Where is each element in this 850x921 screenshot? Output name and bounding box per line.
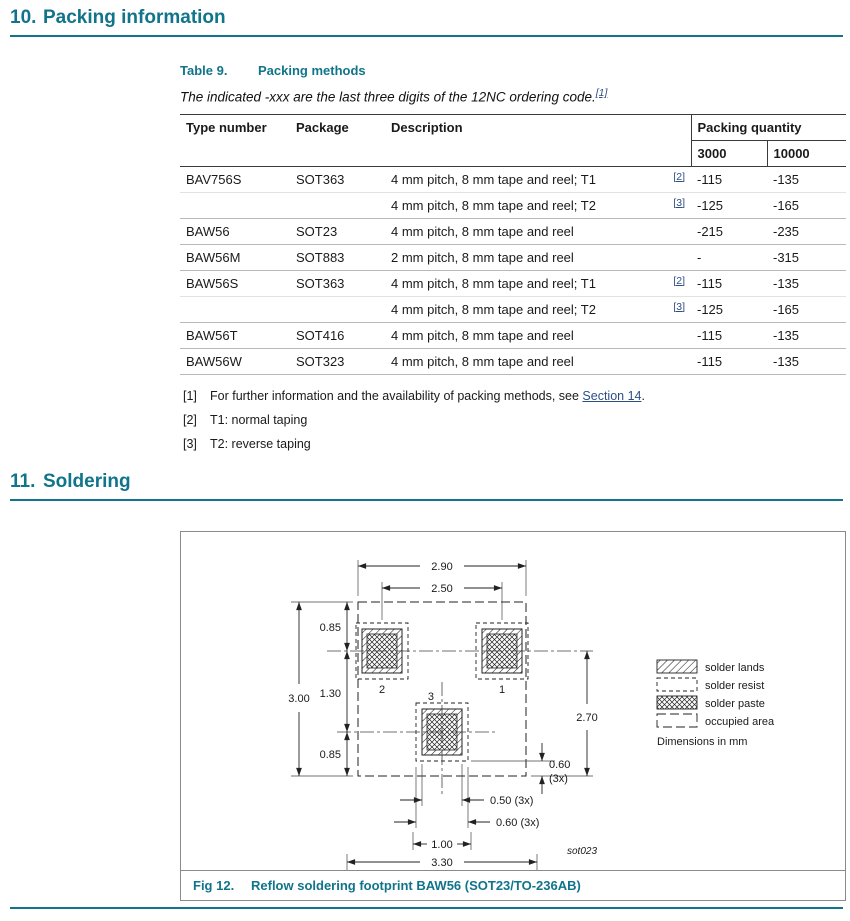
legend-solder-lands-swatch — [657, 660, 697, 673]
section-10-title: Packing information — [43, 7, 226, 28]
table-row — [180, 192, 846, 218]
cell-qty-3000: -115 — [697, 171, 723, 187]
footnote-marker: [1] — [183, 388, 197, 403]
cell-package: SOT23 — [290, 218, 385, 244]
legend-dimensions-note: Dimensions in mm — [657, 735, 748, 748]
footnote-text-wrap — [210, 389, 645, 404]
footnotes — [183, 389, 846, 452]
description-text: 4 mm pitch, 8 mm tape and reel — [391, 353, 574, 369]
footprint-svg — [187, 532, 837, 870]
cell-qty-10000: -165 — [767, 296, 846, 322]
section-10-heading — [0, 6, 850, 30]
footnote-text: T2: reverse taping — [210, 436, 311, 451]
cell-qty-10000: -135 — [767, 348, 846, 374]
page-bottom-rule — [10, 907, 843, 909]
cell-qty-10000: -135 — [767, 270, 846, 296]
figure-12 — [180, 531, 846, 901]
footprint-drawing — [181, 532, 845, 870]
cell-qty-10000: -135 — [773, 171, 800, 187]
col-header-3000: 3000 — [691, 140, 767, 166]
cell-type-number: BAW56S — [180, 270, 290, 296]
dim-0-60-3x-line2: (3x) — [549, 772, 568, 785]
cell-qty-10000: -315 — [767, 244, 846, 270]
packing-content — [180, 63, 846, 452]
cell-package — [290, 296, 385, 322]
table-row — [180, 218, 846, 244]
cell-description — [385, 296, 691, 322]
table-9-label: Table 9. — [180, 63, 228, 78]
cell-type-number: BAW56 — [180, 218, 290, 244]
footnote-ref-link[interactable]: [2] — [673, 274, 685, 287]
cell-qty-10000: -135 — [767, 322, 846, 348]
col-header-package: Package — [290, 114, 385, 166]
dim-0-85-top: 0.85 — [319, 621, 341, 634]
col-header-type-number: Type number — [180, 114, 290, 166]
table-header — [180, 114, 846, 166]
cell-description — [385, 322, 691, 348]
footnote-ref-link[interactable]: [3] — [673, 196, 685, 209]
legend-occupied-area-label: occupied area — [705, 715, 775, 728]
description-text: 4 mm pitch, 8 mm tape and reel; T2 — [391, 301, 596, 317]
drawing-id: sot023 — [567, 845, 598, 857]
dim-0-85-bottom: 0.85 — [319, 748, 341, 761]
cell-package: SOT883 — [290, 244, 385, 270]
table-9-title: Packing methods — [258, 63, 366, 78]
legend — [657, 660, 775, 748]
dim-2-70: 2.70 — [576, 711, 598, 724]
dim-0-50-3x: 0.50 (3x) — [490, 794, 534, 807]
pad2-number: 2 — [378, 683, 386, 696]
description-text: 4 mm pitch, 8 mm tape and reel; T1 — [391, 171, 596, 187]
legend-solder-paste-label: solder paste — [705, 697, 765, 710]
cell-type-number: BAW56T — [180, 322, 290, 348]
section-11-heading — [0, 470, 850, 494]
cell-type-number: BAW56M — [180, 244, 290, 270]
dim-0-60-3x-line1: 0.60 — [549, 758, 571, 771]
cell-qty-3000: -115 — [691, 322, 767, 348]
table-row — [180, 270, 846, 296]
footnote-suffix: . — [641, 388, 645, 403]
cell-description — [385, 192, 691, 218]
cell-qty-3000: -125 — [691, 296, 767, 322]
cell-package: SOT363 — [296, 171, 345, 187]
col-header-10000: 10000 — [767, 140, 846, 166]
cell-type-number — [180, 192, 290, 218]
cell-package: SOT416 — [290, 322, 385, 348]
table-intro — [180, 87, 846, 105]
dim-0-60b-3x: 0.60 (3x) — [496, 816, 540, 829]
cell-description — [385, 244, 691, 270]
footnote-marker: [3] — [183, 436, 197, 451]
description-text: 4 mm pitch, 8 mm tape and reel; T2 — [391, 197, 596, 213]
footnote-text: For further information and the availability of packing methods, see — [210, 388, 583, 403]
footnote-ref-link[interactable]: [3] — [673, 300, 685, 313]
section-divider-rule — [10, 35, 843, 37]
cell-package: SOT363 — [290, 270, 385, 296]
cell-qty-3000: - — [691, 244, 767, 270]
table-row — [180, 296, 846, 322]
figure-caption — [181, 870, 845, 900]
section-14-link[interactable]: Section 14 — [582, 388, 642, 403]
legend-occupied-area-swatch — [657, 714, 697, 727]
section-11-title: Soldering — [43, 470, 131, 492]
footnote-ref-link[interactable]: [2] — [673, 170, 685, 183]
cell-description — [385, 348, 691, 374]
cell-qty-3000: -115 — [691, 270, 767, 296]
section-11-number: 11. — [10, 470, 36, 492]
cell-type-number — [180, 296, 290, 322]
pad3-number: 3 — [427, 690, 434, 703]
figure-caption-label: Fig 12. — [193, 877, 235, 893]
dim-3-00: 3.00 — [288, 692, 310, 705]
footnote-marker: [2] — [183, 412, 197, 427]
dim-3-30: 3.30 — [431, 856, 453, 869]
cell-package — [290, 192, 385, 218]
description-text: 4 mm pitch, 8 mm tape and reel — [391, 223, 574, 239]
cell-qty-10000: -235 — [767, 218, 846, 244]
pad1-number: 1 — [498, 683, 506, 696]
footnote-2 — [183, 413, 846, 428]
table-row — [180, 166, 846, 192]
description-text: 4 mm pitch, 8 mm tape and reel; T1 — [391, 275, 596, 291]
table-row — [180, 244, 846, 270]
cell-qty-3000: -125 — [691, 192, 767, 218]
legend-solder-lands-label: solder lands — [705, 661, 765, 674]
legend-solder-resist-label: solder resist — [705, 679, 765, 692]
dim-1-00: 1.00 — [431, 838, 453, 851]
table-row — [180, 348, 846, 374]
table-intro-text: The indicated -xxx are the last three digits of the 12NC ordering code. — [180, 89, 596, 105]
table-9-caption — [180, 63, 846, 78]
figure-caption-text: Reflow soldering footprint BAW56 (SOT23/TO-236AB) — [251, 877, 581, 893]
cell-qty-3000: -215 — [691, 218, 767, 244]
packing-methods-table — [180, 114, 846, 375]
dim-2-50: 2.50 — [431, 582, 453, 595]
intro-footnote-ref-link[interactable]: [1] — [595, 87, 608, 99]
cell-description — [385, 166, 691, 192]
footnote-3 — [183, 437, 846, 452]
cell-qty-3000: -115 — [691, 348, 767, 374]
cell-qty-10000: -165 — [767, 192, 846, 218]
cell-description — [385, 218, 691, 244]
description-text: 4 mm pitch, 8 mm tape and reel — [391, 327, 574, 343]
cell-type-number: BAV756S — [186, 171, 242, 187]
section-divider-rule — [10, 499, 843, 501]
footnote-text: T1: normal taping — [210, 412, 308, 427]
table-row — [180, 322, 846, 348]
footnote-1 — [183, 389, 846, 404]
col-header-packing-quantity: Packing quantity — [691, 114, 846, 140]
section-10-number: 10. — [10, 7, 37, 28]
description-text: 2 mm pitch, 8 mm tape and reel — [391, 249, 574, 265]
dim-1-30: 1.30 — [319, 687, 341, 700]
legend-solder-paste-swatch — [657, 696, 697, 709]
cell-description — [385, 270, 691, 296]
legend-solder-resist-swatch — [657, 678, 697, 691]
cell-type-number: BAW56W — [180, 348, 290, 374]
col-header-description: Description — [385, 114, 691, 166]
dim-2-90: 2.90 — [431, 560, 453, 573]
cell-package: SOT323 — [290, 348, 385, 374]
